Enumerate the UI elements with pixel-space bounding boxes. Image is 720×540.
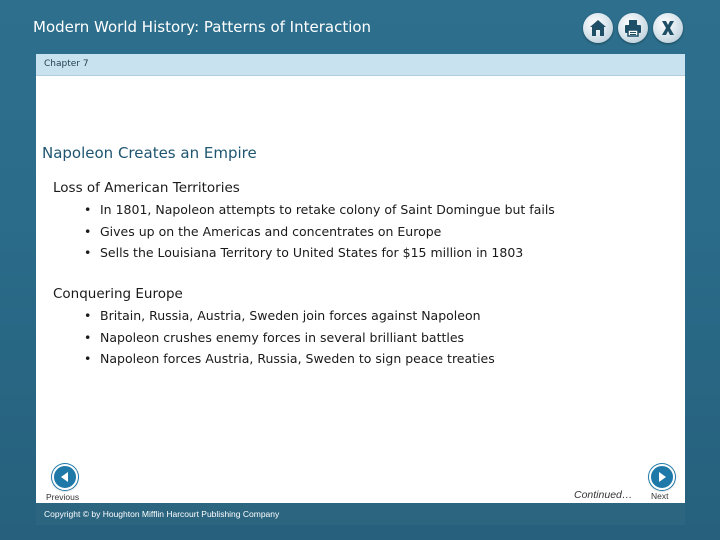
- chapter-bar: [36, 54, 685, 76]
- slide-content: [36, 76, 685, 503]
- bullet-item: • Gives up on the Americas and concentrates on Europe: [84, 221, 555, 243]
- bullet-item: • Napoleon crushes enemy forces in several brilliant battles: [84, 327, 495, 349]
- next-button[interactable]: [649, 464, 675, 490]
- previous-label[interactable]: Previous: [46, 492, 80, 502]
- next-label[interactable]: Next: [651, 491, 669, 501]
- close-button[interactable]: [653, 13, 683, 43]
- home-button[interactable]: [583, 13, 613, 43]
- top-toolbar: [583, 13, 683, 43]
- bullet-list: [84, 199, 555, 264]
- home-icon: [588, 18, 608, 38]
- bullet-item: • In 1801, Napoleon attempts to retake colony of Saint Domingue but fails: [84, 199, 555, 221]
- chapter-label: Chapter 7: [44, 59, 89, 69]
- bullet-item: • Napoleon forces Austria, Russia, Sweden to sign peace treaties: [84, 348, 495, 370]
- bullet-item: • Britain, Russia, Austria, Sweden join forces against Napoleon: [84, 305, 495, 327]
- print-button[interactable]: [618, 13, 648, 43]
- arrow-left-icon: [59, 471, 71, 483]
- slide-heading: Napoleon Creates an Empire: [42, 144, 257, 162]
- app-title: Modern World History: Patterns of Interaction: [33, 18, 372, 36]
- copyright-text: Copyright © by Houghton Mifflin Harcourt Publishing Company: [44, 509, 280, 519]
- continued-label: Continued…: [574, 489, 633, 501]
- section-title: Conquering Europe: [53, 286, 183, 302]
- close-icon: [658, 18, 678, 38]
- arrow-right-icon: [656, 471, 668, 483]
- print-icon: [623, 18, 643, 38]
- section-title: Loss of American Territories: [53, 180, 240, 196]
- bullet-item: • Sells the Louisiana Territory to United States for $15 million in 1803: [84, 242, 555, 264]
- previous-button[interactable]: [52, 464, 78, 490]
- footer-bar: [36, 503, 685, 525]
- bullet-list: [84, 305, 495, 370]
